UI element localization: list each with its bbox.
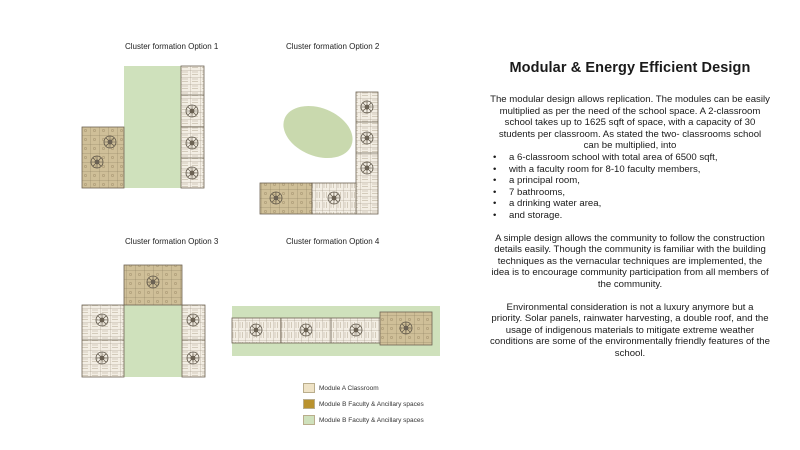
slide-title: Modular & Energy Efficient Design: [509, 60, 751, 76]
tree-icon: [104, 136, 116, 148]
list-item: • with a faculty room for 8-10 faculty members,: [492, 164, 770, 176]
plan-option4: [232, 306, 440, 356]
green-court: [124, 305, 182, 377]
option3-caption: Cluster formation Option 3: [125, 237, 219, 246]
legend-swatch: [303, 383, 315, 393]
green-court: [124, 66, 181, 188]
legend-label: Module B Faculty & Ancillary spaces: [319, 416, 424, 424]
list-item: • 7 bathrooms,: [492, 187, 770, 199]
tree-icon: [187, 314, 199, 326]
legend-item-module-b-faculty: [303, 398, 424, 410]
list-item: • a 6-classroom school with total area of 6500 sqft,: [492, 152, 770, 164]
plan-option2: [260, 92, 378, 214]
tree-icon: [96, 352, 108, 364]
tree-icon: [270, 192, 282, 204]
community-paragraph: A simple design allows the community to follow the construction details easily. Though the community is familiar with the building techniques as the vernacular techniques are implemented, the idea is to encourage community participation from all members of the community.: [491, 232, 769, 290]
legend-swatch: [303, 399, 315, 409]
legend: [303, 382, 424, 430]
legend-swatch: [303, 415, 315, 425]
tree-icon: [147, 276, 159, 288]
faculty-module: [82, 127, 124, 188]
list-item: • and storage.: [492, 210, 770, 222]
pond: [276, 96, 361, 167]
legend-label: Module A Classroom: [319, 384, 379, 392]
option2-caption: Cluster formation Option 2: [286, 42, 380, 51]
legend-item-module-b-green: [303, 414, 424, 426]
classroom-wing-right: [182, 305, 205, 377]
plan-option3: [82, 265, 205, 377]
tree-icon: [186, 105, 198, 117]
tree-icon: [187, 352, 199, 364]
tree-icon: [250, 324, 262, 336]
tree-icon: [186, 137, 198, 149]
intro-paragraph: The modular design allows replication. The modules can be easily multiplied as per the need of the school space. A 2-classroom school takes up to 1625 sqft of space, with a capacity of 30 students per classroom. As stated the two- classrooms school can be multiplied, into: [490, 94, 770, 152]
faculty-module: [260, 183, 312, 214]
list-item: • a drinking water area,: [492, 198, 770, 210]
legend-item-module-a: [303, 382, 424, 394]
tree-icon: [361, 101, 373, 113]
tree-icon: [361, 162, 373, 174]
tree-icon: [300, 324, 312, 336]
tree-icon: [328, 192, 340, 204]
option4-caption: Cluster formation Option 4: [286, 237, 380, 246]
classroom-wing-left: [82, 305, 124, 377]
tree-icon: [350, 324, 362, 336]
tree-icon: [96, 314, 108, 326]
feature-list: [492, 152, 770, 222]
tree-icon: [361, 132, 373, 144]
legend-label: Module B Faculty & Ancillary spaces: [319, 400, 424, 408]
tree-icon: [91, 156, 103, 168]
tree-icon: [400, 322, 412, 334]
tree-icon: [186, 167, 198, 179]
description-column: [490, 60, 770, 359]
plan-option1: [82, 66, 204, 188]
option1-caption: Cluster formation Option 1: [125, 42, 219, 51]
list-item: • a principal room,: [492, 175, 770, 187]
environment-paragraph: Environmental consideration is not a luxury anymore but a priority. Solar panels, rainwater harvesting, a double roof, and the usage of indigenous materials to mitigate extreme weather conditions are some of the environmentally friendly features of the school.: [490, 301, 770, 359]
